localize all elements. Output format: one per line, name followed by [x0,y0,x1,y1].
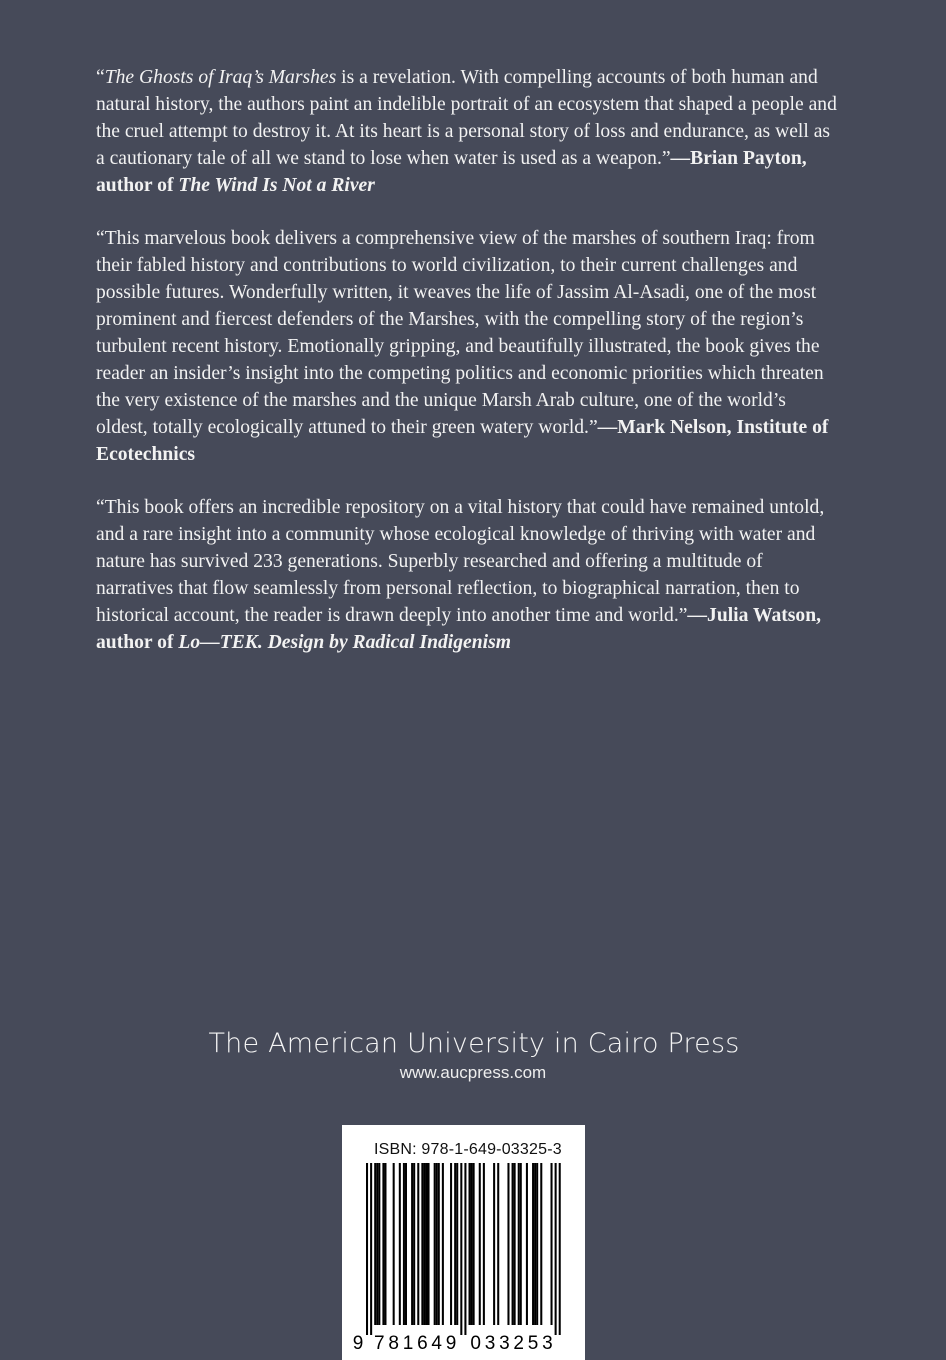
barcode-bar [399,1163,401,1325]
barcode-bar [551,1163,553,1325]
barcode-bar [536,1163,538,1325]
barcode-bar [514,1163,516,1325]
barcode-bar [428,1163,430,1325]
barcode-digit: 3 [499,1333,510,1354]
barcode-bar [393,1163,395,1325]
isbn-barcode [342,1125,585,1360]
barcode-digit: 6 [417,1333,428,1354]
barcode-digit: 1 [402,1333,414,1354]
barcode-bar [520,1163,522,1325]
barcode-graphic [352,1161,578,1355]
barcode-digit: 5 [527,1333,539,1354]
barcode-bar [471,1163,473,1325]
barcode-bar [454,1163,456,1325]
barcode-digit: 8 [388,1333,399,1354]
book-title: The Ghosts of Iraq’s Marshes [104,67,337,88]
barcode-guard-bar [366,1163,368,1335]
barcode-bar [534,1163,536,1325]
endorsement-nelson [96,225,841,468]
attribution-work: Lo—TEK. Design by Radical Indigenism [178,632,511,653]
endorsement-payton [96,64,841,199]
barcode-digit: 2 [513,1333,525,1354]
barcode-bar [526,1163,528,1325]
quote-attribution: —Mark Nelson, Institute of Ecotechnics [96,417,829,465]
barcode-bar [540,1163,542,1325]
barcode-bar [434,1163,436,1325]
barcode-bar [473,1163,475,1325]
endorsements [96,64,841,682]
barcode-bar [469,1163,471,1325]
quote-body: “This book offers an incredible repository on a vital history that could have remained untold, and a rare insight into a community whose ecological knowledge of thriving with water and nature has survived 233 generations. Superbly researched and offering a multitude of narratives that flow seamlessly from personal reflection, to biographical narration, then to historical account, the reader is drawn deeply into another time and world.” [96,497,825,626]
barcode-guard-bar [464,1163,466,1335]
attribution-work: The Wind Is Not a River [178,175,375,196]
barcode-digit: 3 [542,1333,553,1354]
barcode-guard-bar [460,1163,462,1335]
barcode-bar [450,1163,452,1325]
barcode-bar [411,1163,413,1325]
barcode-guard-bar [370,1163,372,1335]
barcode-bar [493,1163,495,1325]
barcode-guard-bar [555,1163,557,1335]
barcode-digit: 7 [374,1333,385,1354]
barcode-bar [507,1163,509,1325]
barcode-bar [483,1163,485,1325]
quote-attribution: —Julia Watson, author of [96,605,821,653]
barcode-bar [456,1163,458,1325]
barcode-bar [413,1163,415,1325]
barcode-bar [376,1163,378,1325]
barcode-bar [518,1163,520,1325]
barcode-bar [423,1163,425,1325]
barcode-bar [382,1163,384,1325]
barcode-bar [438,1163,440,1325]
quote-body: is a revelation. With compelling accounts of both human and natural history, the authors paint an indelible portrait of an ecosystem that shaped a people and the cruel attempt to destroy it. At its heart is a personal story of loss and endurance, as well as a cautionary tale of all we stand to lose when water is used as a weapon.” [96,67,837,169]
publisher-name: The American University in Cairo Press [208,1028,740,1059]
barcode-bar [479,1163,481,1325]
barcode-bar [442,1163,444,1325]
barcode-guard-bar [559,1163,561,1335]
isbn-label: ISBN: 978-1-649-03325-3 [374,1141,562,1158]
barcode-bar [378,1163,380,1325]
barcode-bar [436,1163,438,1325]
barcode-bar [417,1163,419,1325]
endorsement-watson [96,494,841,656]
quote-attribution: —Brian Payton, author of [96,148,807,196]
barcode-digit: 9 [352,1333,364,1354]
barcode-digit: 9 [445,1333,457,1354]
barcode-bar [532,1163,534,1325]
barcode-digit: 3 [484,1333,496,1354]
publisher-url: www.aucpress.com [399,1063,547,1082]
barcode-digit: 0 [470,1333,481,1354]
barcode-bar [403,1163,405,1325]
barcode-bar [421,1163,423,1325]
barcode-bar [512,1163,514,1325]
barcode-bar [497,1163,499,1325]
quote-open-mark: “ [96,67,105,88]
barcode-bar [384,1163,386,1325]
barcode-bar [405,1163,407,1325]
barcode-digit: 4 [431,1333,443,1354]
barcode-bar [374,1163,376,1325]
quote-body: “This marvelous book delivers a comprehensive view of the marshes of southern Iraq: from their fabled history and contributions to world civilization, to their current challenges and possible futures. Wonderfully written, it weaves the life of Jassim Al-Asadi, one of the most prominent and fiercest defenders of the Marshes, with the compelling story of the region’s turbulent recent history. Emotionally gripping, and beautifully illustrated, the book gives the reader an insider’s insight into the competing politics and economic priorities which threaten the very existence of the marshes and the unique Marsh Arab culture, one of the world’s oldest, totally ecologically attuned to their green watery world.” [96,228,824,438]
barcode-bar [425,1163,427,1325]
